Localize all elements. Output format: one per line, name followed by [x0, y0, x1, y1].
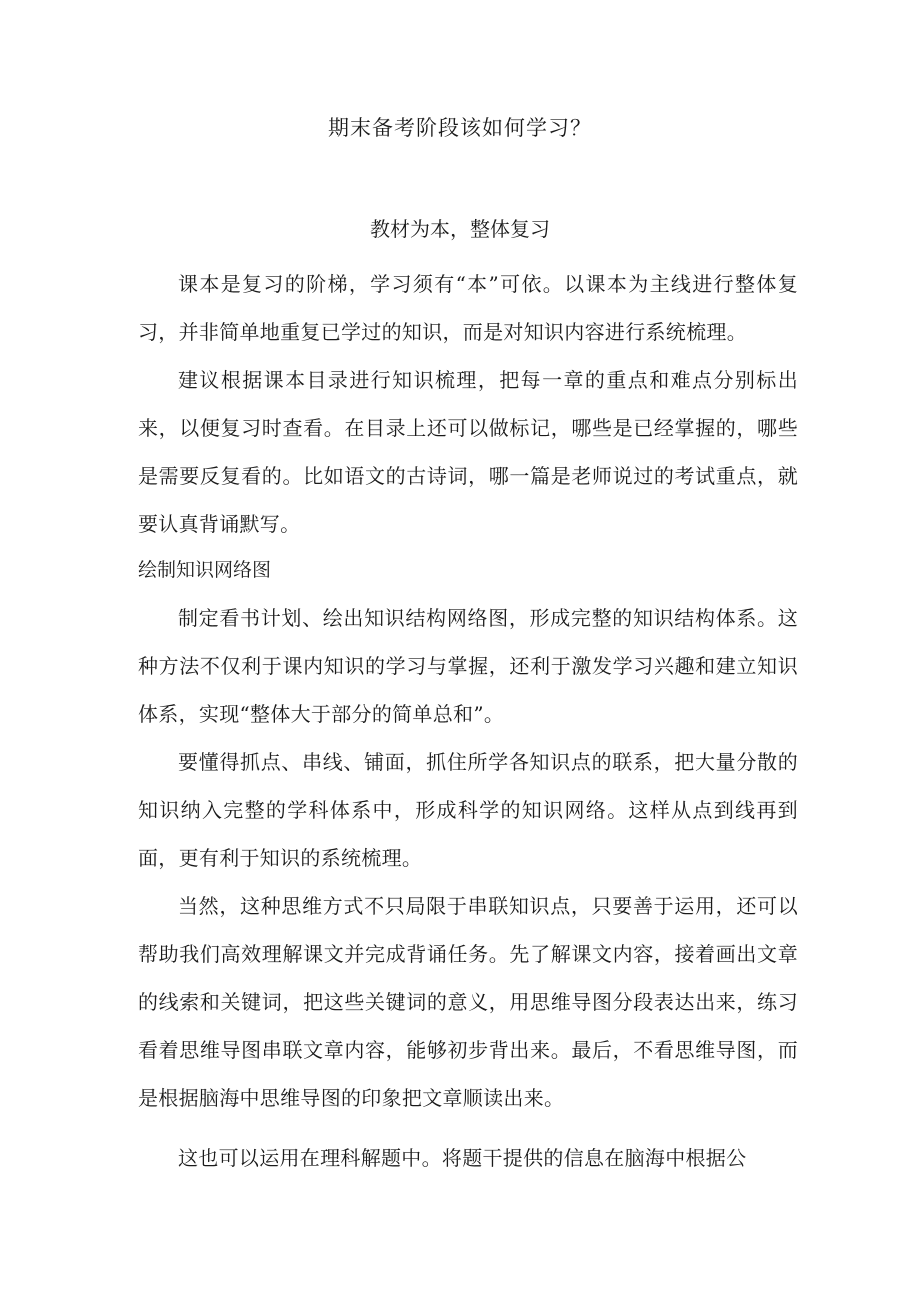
paragraph: 课本是复习的阶梯，学习须有“本”可依。以课本为主线进行整体复习，并非简单地重复已学过的知识，而是对知识内容进行系统梳理。 — [138, 272, 798, 344]
page-title: 期末备考阶段该如何学习？ — [328, 116, 592, 140]
paragraph: 这也可以运用在理科解题中。将题干提供的信息在脑海中根据公 — [178, 1146, 747, 1170]
section-heading-textbook-review: 教材为本，整体复习 — [370, 217, 550, 241]
paragraph: 当然，这种思维方式不只局限于串联知识点，只要善于运用，还可以帮助我们高效理解课文并完成背诵任务。先了解课文内容，接着画出文章的线索和关键词，把这些关键词的意义，用思维导图分段表达出来，练习看着思维导图串联文章内容，能够初步背出来。最后，不看思维导图，而是根据脑海中思维导图的印象把文章顺读出来。 — [138, 894, 798, 1110]
paragraph: 制定看书计划、绘出知识结构网络图，形成完整的知识结构体系。这种方法不仅利于课内知识的学习与掌握，还利于激发学习兴趣和建立知识体系，实现“整体大于部分的简单总和”。 — [138, 606, 798, 726]
paragraph: 要懂得抓点、串线、铺面，抓住所学各知识点的联系，把大量分散的知识纳入完整的学科体系中，形成科学的知识网络。这样从点到线再到面，更有利于知识的系统梳理。 — [138, 750, 798, 870]
section-heading-knowledge-map: 绘制知识网络图 — [138, 559, 272, 581]
paragraph: 建议根据课本目录进行知识梳理，把每一章的重点和难点分别标出来，以便复习时查看。在目录上还可以做标记，哪些是已经掌握的，哪些是需要反复看的。比如语文的古诗词，哪一篇是老师说过的考试重点，就要认真背诵默写。 — [138, 368, 798, 536]
